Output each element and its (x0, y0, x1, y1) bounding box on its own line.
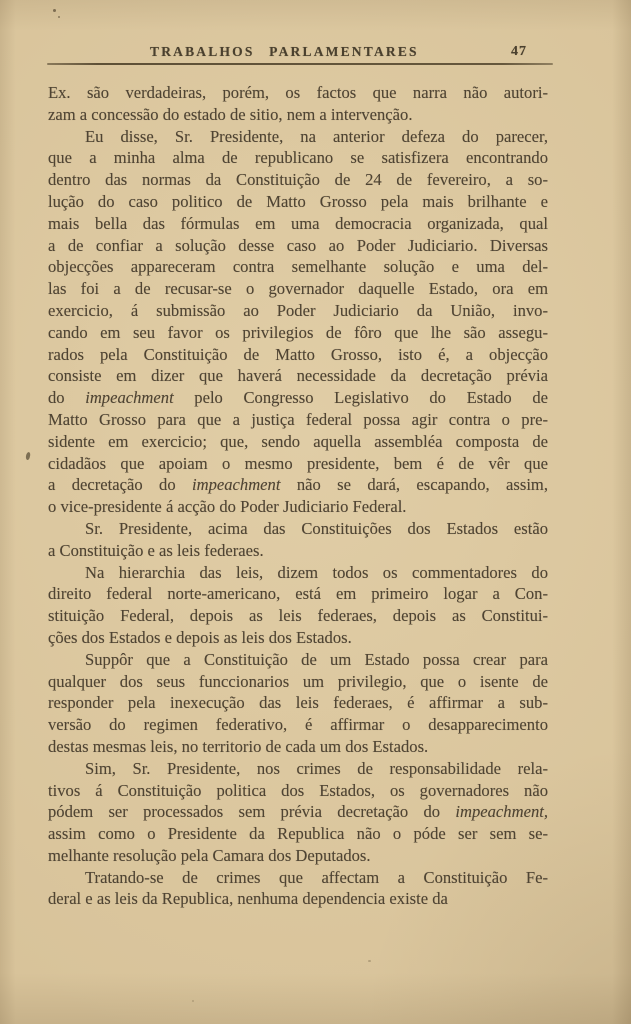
text-line (48, 714, 548, 736)
text-line (48, 540, 548, 562)
text-segment: Eu disse, Sr. Presidente, na anterior defeza do parecer, (85, 126, 548, 146)
text-segment: direito federal norte-americano, está em primeiro logar a Con- (48, 584, 548, 604)
text-segment: sidente em exercicio; que, sendo aquella assembléa composta de (48, 431, 548, 451)
text-line (48, 518, 548, 540)
text-segment: stituição Federal, depois as leis federaes, depois as Constitui- (48, 606, 548, 626)
text-line (48, 627, 548, 649)
text-segment: não se dará, escapando, assim, (280, 475, 548, 495)
text-segment: exercicio, á submissão ao Poder Judiciario da União, invo- (48, 300, 548, 320)
text-line (48, 845, 548, 867)
text-line (48, 453, 548, 475)
text-segment: pelo Congresso Legislativo do Estado de (173, 388, 548, 408)
text-segment: destas mesmas leis, no territorio de cada um dos Estados. (48, 736, 429, 756)
text-segment: mais bella das fórmulas em uma democracia organizada, qual (48, 213, 548, 233)
text-line (48, 671, 548, 693)
text-line (48, 126, 548, 148)
text-segment: qualquer dos seus funccionarios um privilegio, que o isente de (48, 671, 548, 691)
ink-speck (192, 1000, 194, 1002)
text-line (48, 365, 548, 387)
running-header-title: TRABALHOS PARLAMENTARES (150, 44, 419, 59)
header-rule (47, 63, 553, 65)
text-line (48, 300, 548, 322)
text-segment: rados pela Constituição de Matto Grosso, isto é, a objecção (48, 344, 548, 364)
text-segment: versão do regimen federativo, é affirmar o desapparecimento (48, 715, 548, 735)
text-segment: Matto Grosso para que a justiça federal possa agir contra o pre- (48, 409, 548, 429)
text-segment: o vice-presidente á acção do Poder Judiciario Federal. (48, 497, 407, 517)
text-line (48, 736, 548, 758)
text-segment: Ex. são verdadeiras, porém, os factos que narra não autori- (48, 83, 548, 102)
text-line (48, 605, 548, 627)
text-line (48, 562, 548, 584)
text-line (48, 780, 548, 802)
text-segment: a de confiar a solução desse caso ao Poder Judiciario. Diversas (48, 235, 548, 255)
text-line (48, 867, 548, 889)
italic-text-segment: impeachment, (455, 802, 548, 822)
text-segment: a decretação do (48, 475, 192, 495)
page-number: 47 (511, 44, 527, 59)
text-line (48, 496, 548, 518)
text-segment: Tratando-se de crimes que affectam a Constituição Fe- (85, 867, 548, 887)
text-line (48, 256, 548, 278)
text-line (48, 387, 548, 409)
text-segment: objecções appareceram contra semelhante solução e uma del- (48, 257, 548, 277)
text-line (48, 213, 548, 235)
text-segment: cando em seu favor os privilegios de fôro que lhe são assegu- (48, 322, 548, 342)
text-line (48, 583, 548, 605)
text-line (48, 278, 548, 300)
text-segment: Sim, Sr. Presidente, nos crimes de responsabilidade rela- (85, 758, 548, 778)
text-segment: ções dos Estados e depois as leis dos Estados. (48, 627, 352, 647)
text-segment: dentro das normas da Constituição de 24 de fevereiro, a so- (48, 170, 548, 190)
text-segment: a Constituição e as leis federaes. (48, 540, 264, 560)
text-segment: pódem ser processados sem prévia decretação do (48, 802, 456, 822)
text-line (48, 191, 548, 213)
text-segment: Na hierarchia das leis, dizem todos os commentadores do (85, 562, 548, 582)
text-segment: las foi a de recusar-se o governador daquelle Estado, ora em (48, 279, 548, 299)
ink-speck (58, 16, 60, 18)
text-line (48, 344, 548, 366)
text-block (48, 82, 548, 910)
text-line (48, 104, 548, 126)
text-line (48, 409, 548, 431)
italic-text-segment: impeachment (191, 475, 281, 495)
text-line (48, 235, 548, 257)
text-segment: zam a concessão do estado de sitio, nem a intervenção. (48, 104, 413, 124)
text-segment: que a minha alma de republicano se satisfizera encontrando (48, 148, 548, 168)
ink-speck (368, 960, 371, 962)
text-line (48, 758, 548, 780)
text-segment: melhante resolução pela Camara dos Deputados. (48, 845, 371, 865)
text-segment: Suppôr que a Constituição de um Estado possa crear para (85, 649, 548, 669)
text-line (48, 169, 548, 191)
text-line (48, 692, 548, 714)
text-segment: do (48, 388, 86, 408)
text-line (48, 82, 548, 104)
text-line (48, 147, 548, 169)
text-segment: tivos á Constituição politica dos Estados, os governadores não (48, 780, 548, 800)
italic-text-segment: impeachment (85, 388, 174, 408)
margin-ink-mark (25, 452, 31, 461)
text-segment: lução do caso politico de Matto Grosso pela mais brilhante e (48, 191, 548, 211)
text-segment: consiste em dizer que haverá necessidade da decretação prévia (48, 366, 548, 386)
text-line (48, 801, 548, 823)
text-line (48, 474, 548, 496)
text-line (48, 431, 548, 453)
text-segment: cidadãos que apoiam o mesmo presidente, bem é de vêr que (48, 453, 548, 473)
running-header (0, 44, 631, 60)
text-segment: assim como o Presidente da Republica não o póde ser sem se- (48, 824, 548, 844)
text-line (48, 823, 548, 845)
text-line (48, 649, 548, 671)
ink-speck (53, 9, 56, 12)
text-line (48, 888, 548, 910)
text-segment: deral e as leis da Republica, nenhuma dependencia existe da (48, 889, 448, 909)
text-line (48, 322, 548, 344)
text-segment: Sr. Presidente, acima das Constituições dos Estados estão (85, 518, 548, 538)
text-segment: responder pela inexecução das leis federaes, é affirmar a sub- (48, 693, 548, 713)
